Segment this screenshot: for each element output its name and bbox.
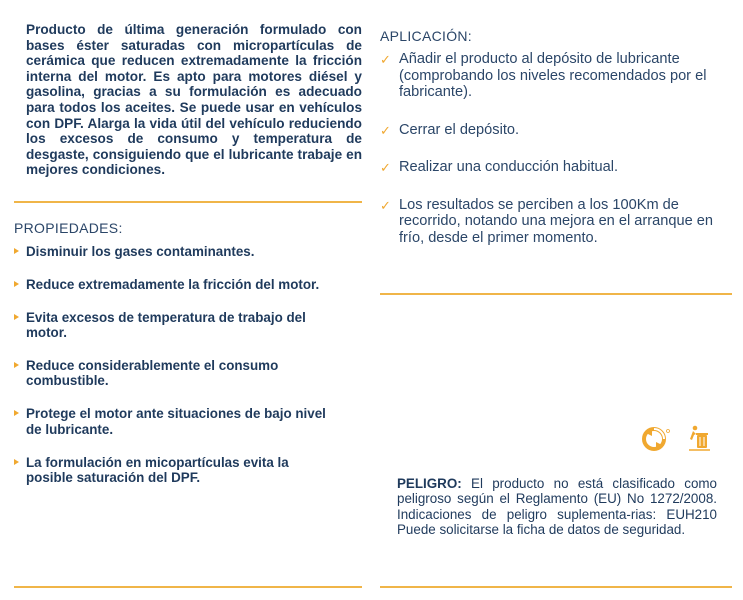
checkmark-icon: ✓ (380, 122, 391, 138)
divider-bottom-left (14, 586, 362, 588)
list-item: ✓ Cerrar el depósito. (380, 121, 520, 138)
list-item: Evita excesos de temperatura de trabajo del motor. (14, 310, 326, 341)
list-item: Reduce extremadamente la fricción del motor. (14, 277, 326, 292)
list-item: La formulación en micopartículas evita la posible saturación del DPF. (14, 455, 326, 486)
right-column (380, 22, 732, 267)
triangle-bullet-icon (14, 314, 19, 320)
properties-title: PROPIEDADES: (14, 219, 123, 236)
trash-bin-icon (689, 426, 710, 450)
triangle-bullet-icon (14, 281, 19, 287)
properties-list (14, 244, 362, 486)
list-item: Protege el motor ante situaciones de bajo nivel de lubricante. (14, 406, 326, 437)
list-item: ✓ Los resultados se perciben a los 100Km de recorrido, notando una mejora en el arranque en frío, desde el primer momento. (380, 196, 713, 246)
disposal-icons (640, 424, 715, 454)
application-list (380, 51, 732, 246)
recycling-icon (640, 424, 715, 454)
checkmark-icon: ✓ (380, 160, 391, 175)
list-item: ✓ Realizar una conducción habitual. (380, 159, 619, 175)
checkmark-icon: ✓ (380, 52, 391, 67)
danger-label: PELIGRO: (397, 476, 462, 491)
triangle-bullet-icon (14, 248, 19, 254)
divider-intro (14, 201, 362, 203)
application-title: APLICACIÓN: (380, 28, 472, 44)
list-item: ✓ Añadir el producto al depósito de lubricante (comprobando los niveles recomendados por el fabricante). (380, 51, 707, 100)
danger-notice (397, 476, 717, 538)
divider-bottom-right (380, 586, 732, 588)
divider-application (380, 293, 732, 295)
danger-text: El producto no está clasificado como peligroso según el Reglamento (EU) No 1272/2008. Indicaciones de peligro suplementa-rias: EUH210 Puede solicitarse la ficha de datos de seguridad. (397, 476, 717, 538)
triangle-bullet-icon (14, 410, 19, 416)
checkmark-icon: ✓ (380, 197, 391, 213)
product-description: Producto de última generación formulado con bases éster saturadas con micropartículas de cerámica que reducen extremadamente la fricción interna del motor. Es apto para motores diésel y gasolina, gracias a su formulación es adecuado para todos los aceites. Se puede usar en vehículos con DPF. Alarga la vida útil del vehículo reduciendo los excesos de consumo y temperatura de desgaste, consiguiendo que el lubricante trabaje en mejores condiciones. (26, 22, 362, 178)
list-item: Disminuir los gases contaminantes. (14, 244, 326, 259)
left-column (14, 22, 362, 503)
triangle-bullet-icon (14, 459, 19, 465)
list-item: Reduce considerablemente el consumo combustible. (14, 358, 326, 389)
triangle-bullet-icon (14, 362, 19, 368)
